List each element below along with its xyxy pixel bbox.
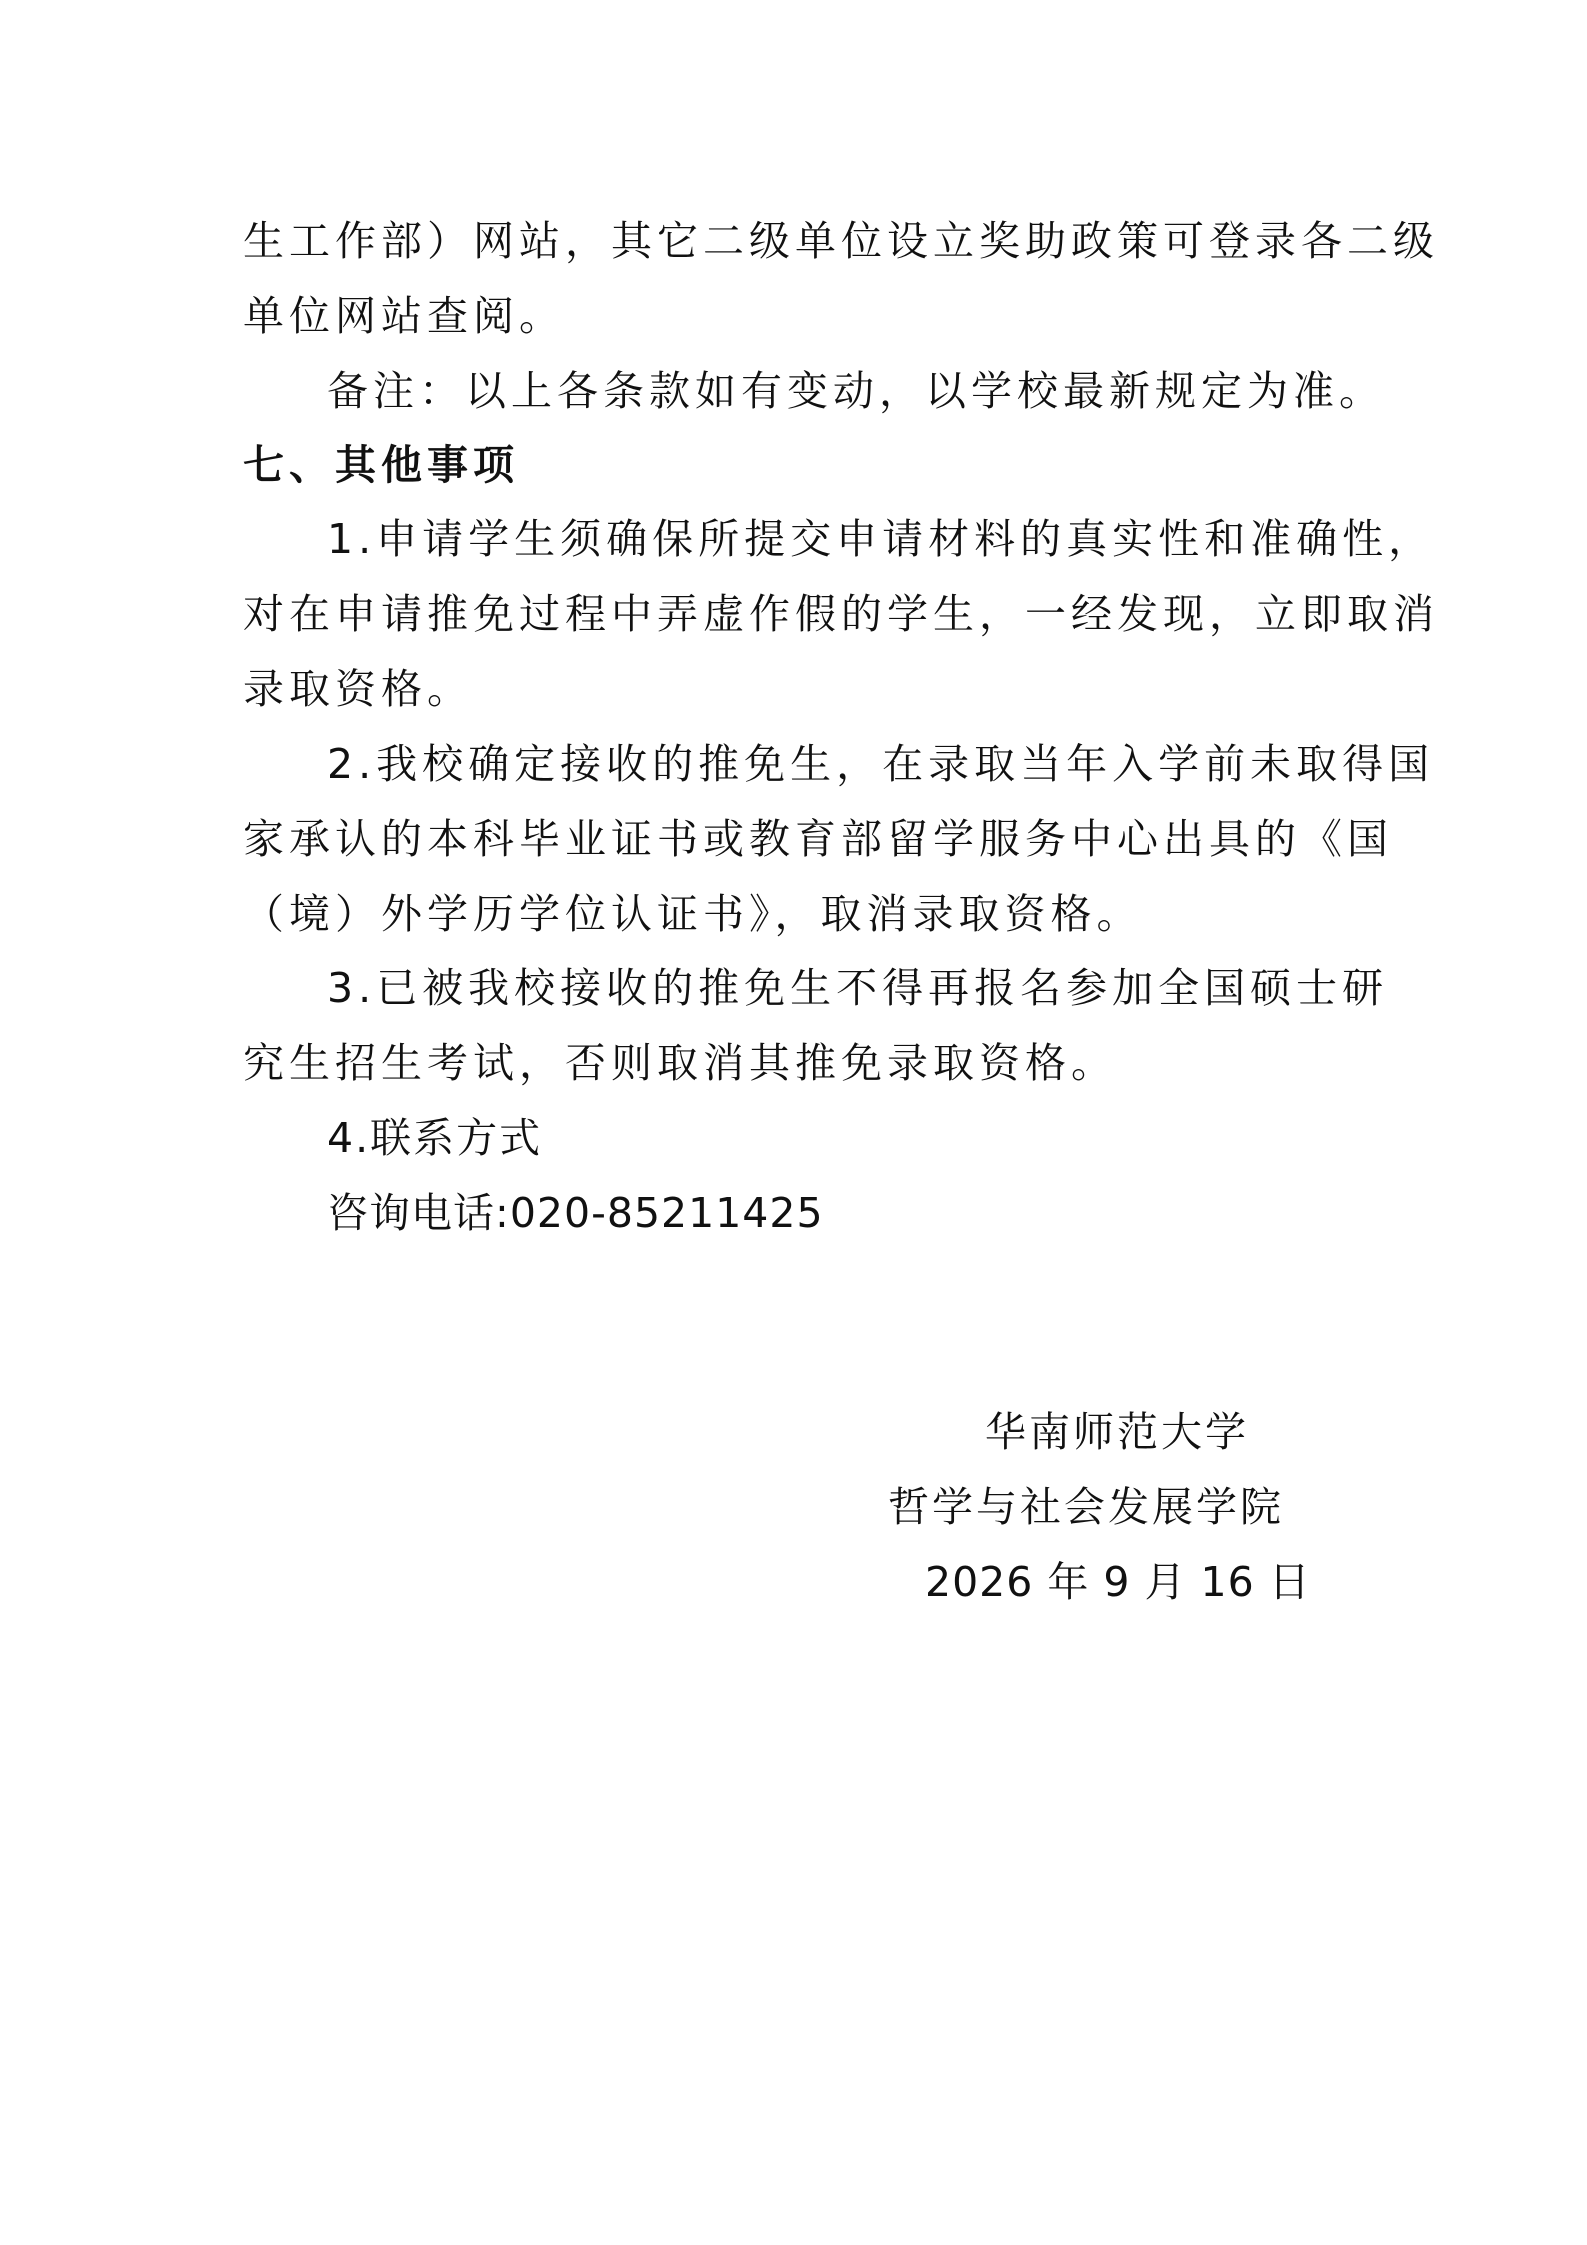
item-1-line: 对在申请推免过程中弄虚作假的学生，一经发现，立即取消 xyxy=(243,590,1439,638)
signature-university: 华南师范大学 xyxy=(985,1408,1249,1456)
contact-phone: 咨询电话:020-85211425 xyxy=(327,1189,824,1237)
signature-date: 2026 年 9 月 16 日 xyxy=(925,1558,1311,1606)
item-1-line: 录取资格。 xyxy=(243,665,473,713)
item-4-heading: 4.联系方式 xyxy=(327,1114,543,1162)
section-heading: 七、其他事项 xyxy=(243,441,519,489)
item-3-line: 3.已被我校接收的推免生不得再报名参加全国硕士研 xyxy=(327,964,1389,1012)
paragraph-line: 生工作部）网站，其它二级单位设立奖助政策可登录各二级 xyxy=(243,217,1439,265)
item-2-line: 家承认的本科毕业证书或教育部留学服务中心出具的《国 xyxy=(243,815,1393,863)
signature-college: 哲学与社会发展学院 xyxy=(888,1483,1284,1531)
item-1-line: 1.申请学生须确保所提交申请材料的真实性和准确性， xyxy=(327,515,1435,563)
item-2-line: （境）外学历学位认证书》，取消录取资格。 xyxy=(243,890,1143,938)
item-3-line: 究生招生考试，否则取消其推免录取资格。 xyxy=(243,1039,1117,1087)
note-text: 备注：以上各条款如有变动，以学校最新规定为准。 xyxy=(327,367,1385,415)
paragraph-line: 单位网站查阅。 xyxy=(243,292,565,340)
item-2-line: 2.我校确定接收的推免生，在录取当年入学前未取得国 xyxy=(327,740,1435,788)
